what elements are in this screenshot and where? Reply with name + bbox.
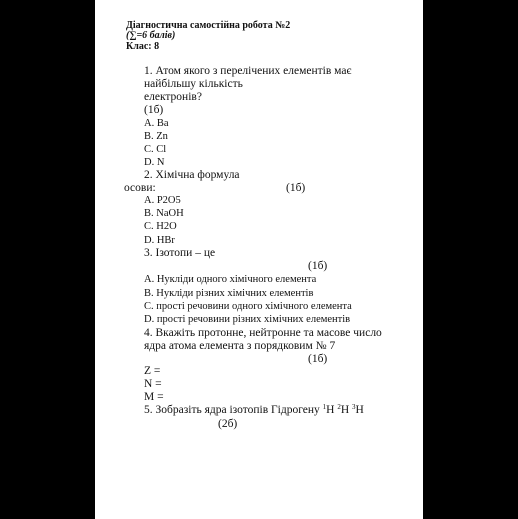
q1-option-c: C. Cl	[144, 144, 167, 155]
q5-text: 5. Зобразіть ядра ізотопів Гідрогену	[144, 404, 320, 416]
q3-option-a: A. Нукліди одного хімічного елемента	[144, 274, 317, 285]
grade-label: Клас: 8	[126, 41, 160, 52]
isotope-1-symbol: H	[326, 404, 335, 416]
q4-answer-m: M =	[144, 391, 164, 403]
isotope-3-symbol: H	[355, 404, 364, 416]
isotope-2	[337, 404, 349, 416]
q4-text-line1: 4. Вкажіть протонне, нейтронне та масове число	[144, 327, 382, 339]
q1-text-line3: електронів?	[144, 91, 202, 103]
isotope-2-symbol: H	[340, 404, 350, 416]
q2-option-b: B. NaOH	[144, 208, 184, 219]
q2-option-d: D. HBr	[144, 235, 175, 246]
isotope-3-mass: 3	[352, 403, 356, 411]
q3-option-b: B. Нукліди різних хімічних елементів	[144, 288, 314, 299]
isotope-2-mass: 2	[337, 403, 341, 411]
q2-text-line1: 2. Хімічна формула	[144, 169, 240, 181]
q3-option-c: C. прості речовини одного хімічного елемента	[144, 301, 352, 312]
document-page	[95, 0, 423, 519]
q1-option-a: A. Ba	[144, 118, 169, 129]
q4-points: (1б)	[308, 353, 328, 365]
q3-option-d: D. прості речовини різних хімічних елементів	[144, 314, 351, 325]
q3-text: 3. Ізотопи – це	[144, 247, 216, 259]
isotope-1	[323, 404, 335, 416]
q1-option-d: D. N	[144, 157, 165, 168]
q4-text-line2: ядра атома елемента з порядковим № 7	[144, 340, 336, 352]
q3-points: (1б)	[308, 260, 328, 272]
q5-points: (2б)	[218, 418, 238, 430]
q5-line	[144, 405, 364, 417]
total-points: (∑=6 балів)	[126, 30, 176, 41]
q4-answer-n: N =	[144, 378, 162, 390]
q1-points: (1б)	[144, 104, 164, 116]
q4-answer-z: Z =	[144, 365, 161, 377]
document-title: Діагностична самостійна робота №2	[126, 20, 291, 31]
isotope-1-mass: 1	[322, 403, 327, 411]
q1-text-line1: 1. Атом якого з перелічених елементів має	[144, 65, 352, 77]
q2-option-a: A. P2O5	[144, 195, 181, 206]
q2-option-c: C. H2O	[144, 221, 177, 232]
q2-text-line2: осови:	[124, 182, 156, 194]
q2-points: (1б)	[286, 182, 306, 194]
q1-text-line2: найбільшу кількість	[144, 78, 243, 90]
q1-option-b: B. Zn	[144, 131, 168, 142]
isotope-3	[352, 404, 364, 416]
